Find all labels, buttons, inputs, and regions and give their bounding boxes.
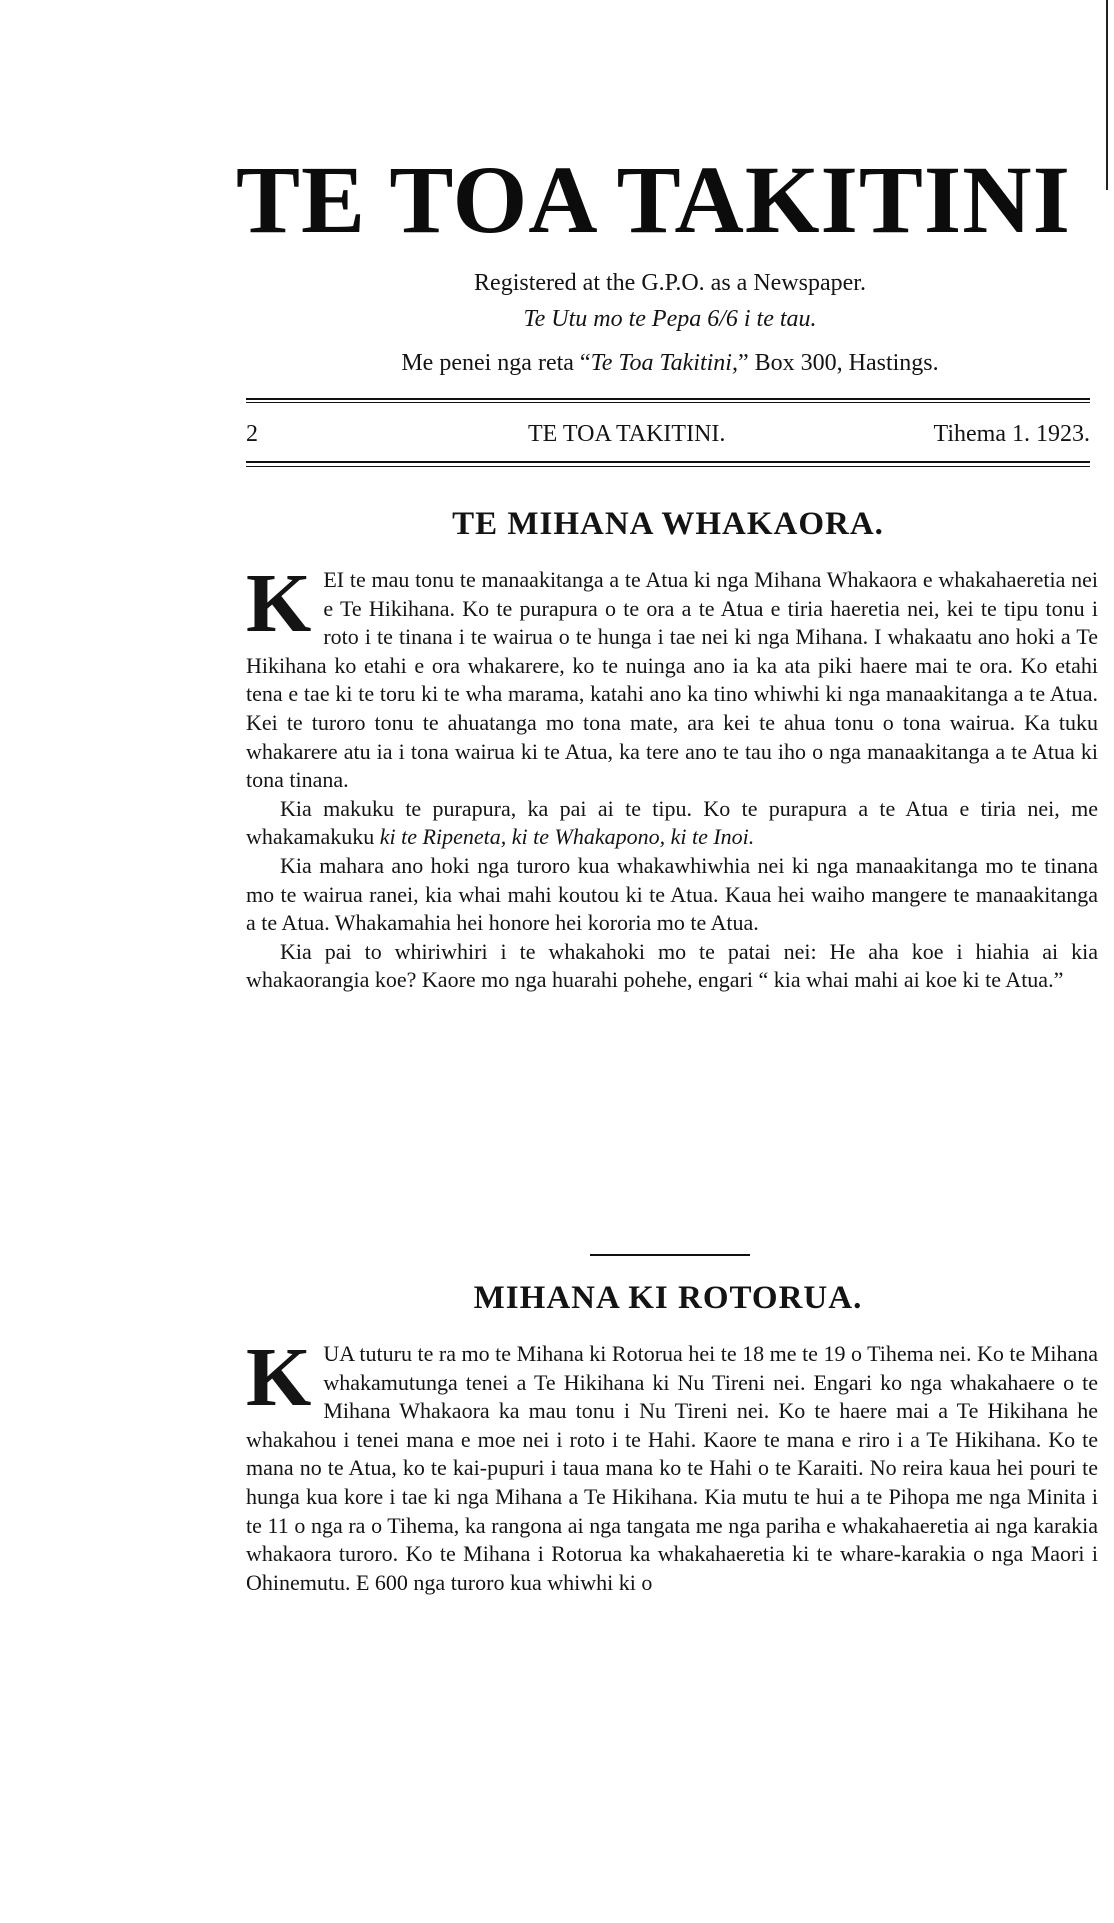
- address-line: [240, 348, 1100, 378]
- article-paragraph: [246, 1331, 1098, 1597]
- address-paper-name: Te Toa Takitini,: [590, 350, 738, 376]
- top-rule-thin: [246, 402, 1090, 403]
- section-divider: [590, 1254, 750, 1256]
- folio-rule-thin: [246, 466, 1090, 467]
- paragraph-italic-text: ki te Ripeneta, ki te Whakapono, ki te Inoi.: [379, 824, 755, 850]
- article-paragraph: [246, 795, 1098, 852]
- top-rule: [246, 398, 1090, 400]
- folio-rule: [246, 461, 1090, 463]
- masthead-title: TE TOA TAKITINI: [236, 146, 1071, 253]
- price-line: Te Utu mo te Pepa 6/6 i te tau.: [523, 306, 817, 332]
- page-edge-line: [1106, 0, 1108, 190]
- folio-line: [246, 418, 1090, 450]
- article-body: [246, 557, 1098, 995]
- article-paragraph: [246, 557, 1098, 795]
- address-prefix: Me penei nga reta “: [401, 350, 591, 376]
- article-body: [246, 1331, 1098, 1597]
- issue-date: Tihema 1. 1923.: [933, 421, 1090, 447]
- article-paragraph: Kia mahara ano hoki nga turoro kua whakawhiwhia nei ki nga manaakitanga mo te tinana mo te wairua ranei, kia whai mahi koutou ki te Atua. Kaua hei waiho mangere te manaakitanga a te Atua. Whakamahia hei honore hei kororia mo te Atua.: [246, 852, 1098, 936]
- address-suffix: ” Box 300, Hastings.: [737, 350, 939, 376]
- paragraph-text: Kia makuku te purapura, ka pai ai te tipu. Ko te purapura a te Atua e tiria nei, me whakamakuku: [246, 795, 1098, 850]
- paragraph-text: EI te mau tonu te manaakitanga a te Atua ki nga Mihana Whakaora e whakahaeretia nei e Te Hikihana. Ko te purapura o te ora a te Atua e tiria haeretia nei, kei te tipu tonu i roto i te tinana i te wairua o te hunga i tae nei ki nga Mihana. I whakaatu ano hoki a Te Hikihana ko etahi e ora whakarere, ko te nuinga ano ia ka ata piki haere mai te ora. Ko etahi tena e tae ki te toru ki te wha marama, katahi ano ka tino whiwhi ki nga manaakitanga a te Atua. Kei te turoro tonu te ahuatanga mo tona mate, ara kei te ahua tonu o tona wairua. Ka tuku whakarere atu ia i tona wairua ki te Atua, ka tere ano te tau iho o nga manaakitanga a te Atua ki tona tinana.: [246, 567, 1098, 793]
- drop-cap: K: [246, 1331, 312, 1424]
- drop-cap: K: [246, 557, 312, 650]
- article-paragraph: Kia pai to whiriwhiri i te whakahoki mo te patai nei: He aha koe i hiahia ai kia whakaorangia koe? Kaore mo nga huarahi pohehe, engari “ kia whai mahi ai koe ki te Atua.”: [246, 938, 1098, 993]
- article-heading: MIHANA KI ROTORUA.: [473, 1280, 863, 1316]
- page-number: 2: [246, 421, 258, 447]
- folio-paper-name: TE TOA TAKITINI.: [528, 421, 726, 447]
- registration-line: Registered at the G.P.O. as a Newspaper.: [474, 270, 866, 296]
- article-heading: TE MIHANA WHAKAORA.: [452, 506, 884, 542]
- paragraph-text: UA tuturu te ra mo te Mihana ki Rotorua hei te 18 me te 19 o Tihema nei. Ko te Mihana whakamutunga tenei a Te Hikihana ki Nu Tireni nei. Engari ko nga whakahaere o te Mihana Whakaora ka mau tonu i Nu Tireni nei. Ko te haere mai a Te Hikihana he whakahou i tenei mana e moe nei i roto i te Hahi. Kaore te mana e riro i a Te Hikihana. Ko te mana no te Atua, ko te kai-pupuri i taua mana ko te Hahi o te Karaiti. No reira kaua hei pouri te hunga kua kore i tae ki nga Mihana a Te Hikihana. Kia mutu te hui a te Pihopa me nga Minita i te 11 o nga ra o Tihema, ka rangona ai nga tangata me nga pariha e whakahaeretia ai nga karakia whakaora turoro. Ko te Mihana i Rotorua ka whakahaeretia ki te whare-karakia o nga Maori i Ohinemutu. E 600 nga turoro kua whiwhi ki o: [246, 1341, 1098, 1595]
